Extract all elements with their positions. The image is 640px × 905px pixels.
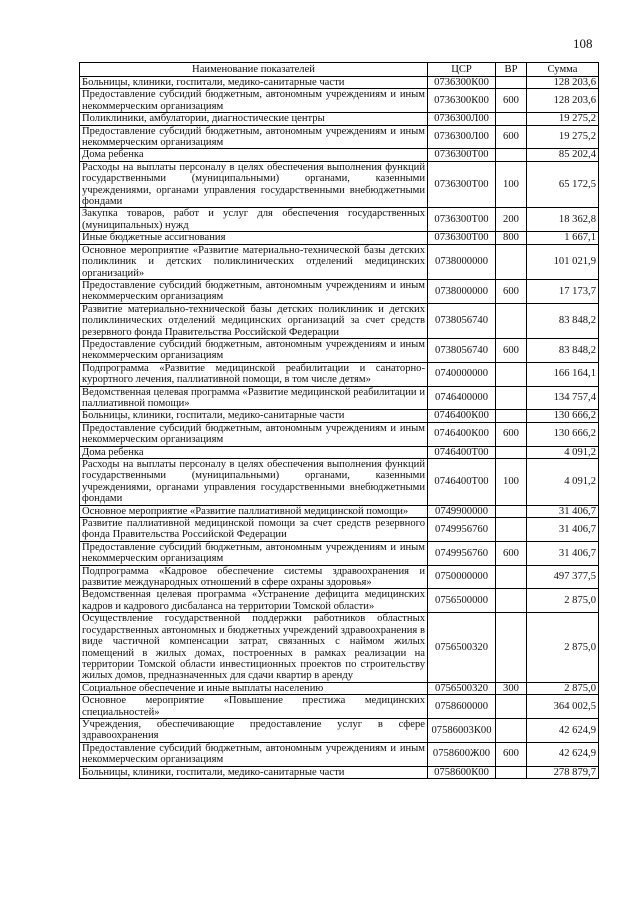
row-code-cell: 0758600Ж00 bbox=[428, 742, 496, 766]
row-vr-cell: 600 bbox=[496, 279, 527, 303]
row-sum-cell: 2 875,0 bbox=[527, 682, 599, 694]
row-vr-cell: 600 bbox=[496, 338, 527, 362]
table-row bbox=[80, 505, 599, 517]
table-row bbox=[80, 161, 599, 208]
row-code-cell: 0756500000 bbox=[428, 589, 496, 613]
row-vr-cell: 600 bbox=[496, 89, 527, 113]
row-sum-cell: 134 757,4 bbox=[527, 386, 599, 410]
table-row bbox=[80, 695, 599, 719]
row-code-cell: 0736300Т00 bbox=[428, 161, 496, 208]
row-name-cell: Предоставление субсидий бюджетным, автономным учреждениям и иным некоммерческим организациям bbox=[80, 422, 428, 446]
table-row bbox=[80, 149, 599, 161]
row-code-cell: 0736300К00 bbox=[428, 89, 496, 113]
row-code-cell: 0738000000 bbox=[428, 279, 496, 303]
row-code-cell: 0736300К00 bbox=[428, 77, 496, 89]
row-name-cell: Расходы на выплаты персоналу в целях обеспечения выполнения функций государственными (муниципальными) органами, казенными учреждениями, органами управления государственными внебюджетными фондами bbox=[80, 161, 428, 208]
table-row bbox=[80, 338, 599, 362]
row-sum-cell: 130 666,2 bbox=[527, 410, 599, 422]
row-vr-cell: 100 bbox=[496, 161, 527, 208]
row-code-cell: 0749956760 bbox=[428, 541, 496, 565]
table-row bbox=[80, 766, 599, 778]
row-sum-cell: 2 875,0 bbox=[527, 589, 599, 613]
row-vr-cell: 200 bbox=[496, 208, 527, 232]
row-vr-cell: 600 bbox=[496, 742, 527, 766]
row-sum-cell: 31 406,7 bbox=[527, 518, 599, 542]
row-name-cell: Предоставление субсидий бюджетным, автономным учреждениям и иным некоммерческим организациям bbox=[80, 279, 428, 303]
row-sum-cell: 19 275,2 bbox=[527, 113, 599, 125]
row-sum-cell: 2 875,0 bbox=[527, 613, 599, 682]
row-name-cell: Предоставление субсидий бюджетным, автономным учреждениям и иным некоммерческим организациям bbox=[80, 338, 428, 362]
row-vr-cell bbox=[496, 766, 527, 778]
row-name-cell: Закупка товаров, работ и услуг для обеспечения государственных (муниципальных) нужд bbox=[80, 208, 428, 232]
row-code-cell: 0758600К00 bbox=[428, 766, 496, 778]
table-row bbox=[80, 125, 599, 149]
row-name-cell: Основное мероприятие «Развитие паллиативной медицинской помощи» bbox=[80, 505, 428, 517]
row-sum-cell: 85 202,4 bbox=[527, 149, 599, 161]
table-row bbox=[80, 232, 599, 244]
row-vr-cell bbox=[496, 410, 527, 422]
row-name-cell: Предоставление субсидий бюджетным, автономным учреждениям и иным некоммерческим организациям bbox=[80, 742, 428, 766]
row-sum-cell: 31 406,7 bbox=[527, 505, 599, 517]
row-code-cell: 0738056740 bbox=[428, 338, 496, 362]
table-row bbox=[80, 422, 599, 446]
row-code-cell: 07586003К00 bbox=[428, 718, 496, 742]
row-name-cell: Иные бюджетные ассигнования bbox=[80, 232, 428, 244]
column-header-code: ЦСР bbox=[428, 63, 496, 77]
row-vr-cell: 600 bbox=[496, 125, 527, 149]
row-vr-cell bbox=[496, 518, 527, 542]
row-name-cell: Больницы, клиники, госпитали, медико-санитарные части bbox=[80, 77, 428, 89]
table-row bbox=[80, 682, 599, 694]
row-name-cell: Развитие паллиативной медицинской помощи за счет средств резервного фонда Правительства Российской Федерации bbox=[80, 518, 428, 542]
table-header-row bbox=[80, 63, 599, 77]
row-code-cell: 0736300Т00 bbox=[428, 149, 496, 161]
row-name-cell: Ведомственная целевая программа «Устранение дефицита медицинских кадров и кадрового дисбаланса на территории Томской области» bbox=[80, 589, 428, 613]
table-row bbox=[80, 89, 599, 113]
row-sum-cell: 83 848,2 bbox=[527, 338, 599, 362]
row-code-cell: 0738056740 bbox=[428, 303, 496, 338]
row-vr-cell: 300 bbox=[496, 682, 527, 694]
row-sum-cell: 31 406,7 bbox=[527, 541, 599, 565]
row-sum-cell: 65 172,5 bbox=[527, 161, 599, 208]
row-vr-cell bbox=[496, 362, 527, 386]
row-sum-cell: 497 377,5 bbox=[527, 565, 599, 589]
table-row bbox=[80, 613, 599, 682]
row-vr-cell bbox=[496, 613, 527, 682]
column-header-sum: Сумма bbox=[527, 63, 599, 77]
row-sum-cell: 101 021,9 bbox=[527, 244, 599, 279]
row-code-cell: 0746400000 bbox=[428, 386, 496, 410]
row-name-cell: Основное мероприятие «Повышение престижа медицинских специальностей» bbox=[80, 695, 428, 719]
column-header-name: Наименование показателей bbox=[80, 63, 428, 77]
row-sum-cell: 1 667,1 bbox=[527, 232, 599, 244]
row-sum-cell: 128 203,6 bbox=[527, 77, 599, 89]
table-row bbox=[80, 362, 599, 386]
row-sum-cell: 42 624,9 bbox=[527, 718, 599, 742]
row-name-cell: Подпрограмма «Развитие медицинской реабилитации и санаторно-курортного лечения, паллиативной помощи, в том числе детям» bbox=[80, 362, 428, 386]
row-vr-cell bbox=[496, 77, 527, 89]
row-name-cell: Осуществление государственной поддержки работников областных государственных автономных и бюджетных учреждений здравоохранения в виде частичной компенсации затрат, связанных с наймом жилых помещений в жилых домах, построенных в рамках реализации на территории Томской области инвестиционных проектов по строительству жилых домов, предназначенных для сдачи квартир в аренду bbox=[80, 613, 428, 682]
row-sum-cell: 17 173,7 bbox=[527, 279, 599, 303]
table-row bbox=[80, 386, 599, 410]
table-row bbox=[80, 589, 599, 613]
table-row bbox=[80, 208, 599, 232]
table-row bbox=[80, 565, 599, 589]
row-name-cell: Предоставление субсидий бюджетным, автономным учреждениям и иным некоммерческим организациям bbox=[80, 125, 428, 149]
row-code-cell: 0750000000 bbox=[428, 565, 496, 589]
row-sum-cell: 83 848,2 bbox=[527, 303, 599, 338]
table-row bbox=[80, 279, 599, 303]
row-vr-cell bbox=[496, 113, 527, 125]
row-name-cell: Подпрограмма «Кадровое обеспечение системы здравоохранения и развитие международных отношений в сфере охраны здоровья» bbox=[80, 565, 428, 589]
table-row bbox=[80, 541, 599, 565]
table-row bbox=[80, 459, 599, 506]
row-code-cell: 0746400Т00 bbox=[428, 446, 496, 458]
row-vr-cell: 600 bbox=[496, 422, 527, 446]
page-number: 108 bbox=[573, 36, 593, 51]
table-row bbox=[80, 718, 599, 742]
row-vr-cell bbox=[496, 589, 527, 613]
row-sum-cell: 18 362,8 bbox=[527, 208, 599, 232]
row-code-cell: 0749900000 bbox=[428, 505, 496, 517]
row-code-cell: 0746400К00 bbox=[428, 422, 496, 446]
row-name-cell: Социальное обеспечение и иные выплаты населению bbox=[80, 682, 428, 694]
row-vr-cell bbox=[496, 718, 527, 742]
row-sum-cell: 278 879,7 bbox=[527, 766, 599, 778]
row-vr-cell bbox=[496, 149, 527, 161]
row-name-cell: Дома ребенка bbox=[80, 446, 428, 458]
row-name-cell: Учреждения, обеспечивающие предоставление услуг в сфере здравоохранения bbox=[80, 718, 428, 742]
row-name-cell: Предоставление субсидий бюджетным, автономным учреждениям и иным некоммерческим организациям bbox=[80, 541, 428, 565]
row-code-cell: 0736300Т00 bbox=[428, 208, 496, 232]
table-row bbox=[80, 244, 599, 279]
row-sum-cell: 4 091,2 bbox=[527, 446, 599, 458]
row-name-cell: Больницы, клиники, госпитали, медико-санитарные части bbox=[80, 766, 428, 778]
table-row bbox=[80, 518, 599, 542]
table-row bbox=[80, 77, 599, 89]
table-row bbox=[80, 742, 599, 766]
row-name-cell: Основное мероприятие «Развитие материально-технической базы детских поликлиник и детских поликлинических отделений медицинских организаций» bbox=[80, 244, 428, 279]
table-row bbox=[80, 303, 599, 338]
row-code-cell: 0736300Л00 bbox=[428, 113, 496, 125]
row-code-cell: 0736300Л00 bbox=[428, 125, 496, 149]
row-sum-cell: 130 666,2 bbox=[527, 422, 599, 446]
row-sum-cell: 19 275,2 bbox=[527, 125, 599, 149]
row-sum-cell: 166 164,1 bbox=[527, 362, 599, 386]
table-row bbox=[80, 446, 599, 458]
row-name-cell: Поликлиники, амбулатории, диагностические центры bbox=[80, 113, 428, 125]
row-name-cell: Больницы, клиники, госпитали, медико-санитарные части bbox=[80, 410, 428, 422]
row-sum-cell: 128 203,6 bbox=[527, 89, 599, 113]
row-name-cell: Расходы на выплаты персоналу в целях обеспечения выполнения функций государственными (муниципальными) органами, казенными учреждениями, органами управления государственными внебюджетными фондами bbox=[80, 459, 428, 506]
row-name-cell: Дома ребенка bbox=[80, 149, 428, 161]
row-code-cell: 0756500320 bbox=[428, 682, 496, 694]
row-vr-cell: 800 bbox=[496, 232, 527, 244]
row-sum-cell: 42 624,9 bbox=[527, 742, 599, 766]
row-name-cell: Развитие материально-технической базы детских поликлиник и детских поликлинических отделений медицинских организаций за счет средств резервного фонда Правительства Российской Федерации bbox=[80, 303, 428, 338]
row-vr-cell bbox=[496, 446, 527, 458]
row-vr-cell: 600 bbox=[496, 541, 527, 565]
table-row bbox=[80, 113, 599, 125]
row-vr-cell bbox=[496, 695, 527, 719]
row-name-cell: Ведомственная целевая программа «Развитие медицинской реабилитации и паллиативной помощи» bbox=[80, 386, 428, 410]
budget-table bbox=[79, 62, 599, 779]
row-name-cell: Предоставление субсидий бюджетным, автономным учреждениям и иным некоммерческим организациям bbox=[80, 89, 428, 113]
row-vr-cell: 100 bbox=[496, 459, 527, 506]
row-sum-cell: 364 002,5 bbox=[527, 695, 599, 719]
row-vr-cell bbox=[496, 303, 527, 338]
row-code-cell: 0758600000 bbox=[428, 695, 496, 719]
row-code-cell: 0756500320 bbox=[428, 613, 496, 682]
row-vr-cell bbox=[496, 386, 527, 410]
row-sum-cell: 4 091,2 bbox=[527, 459, 599, 506]
row-code-cell: 0736300Т00 bbox=[428, 232, 496, 244]
row-vr-cell bbox=[496, 244, 527, 279]
row-code-cell: 0740000000 bbox=[428, 362, 496, 386]
table-row bbox=[80, 410, 599, 422]
row-code-cell: 0738000000 bbox=[428, 244, 496, 279]
row-vr-cell bbox=[496, 565, 527, 589]
row-vr-cell bbox=[496, 505, 527, 517]
row-code-cell: 0746400Т00 bbox=[428, 459, 496, 506]
row-code-cell: 0746400К00 bbox=[428, 410, 496, 422]
column-header-vr: ВР bbox=[496, 63, 527, 77]
row-code-cell: 0749956760 bbox=[428, 518, 496, 542]
